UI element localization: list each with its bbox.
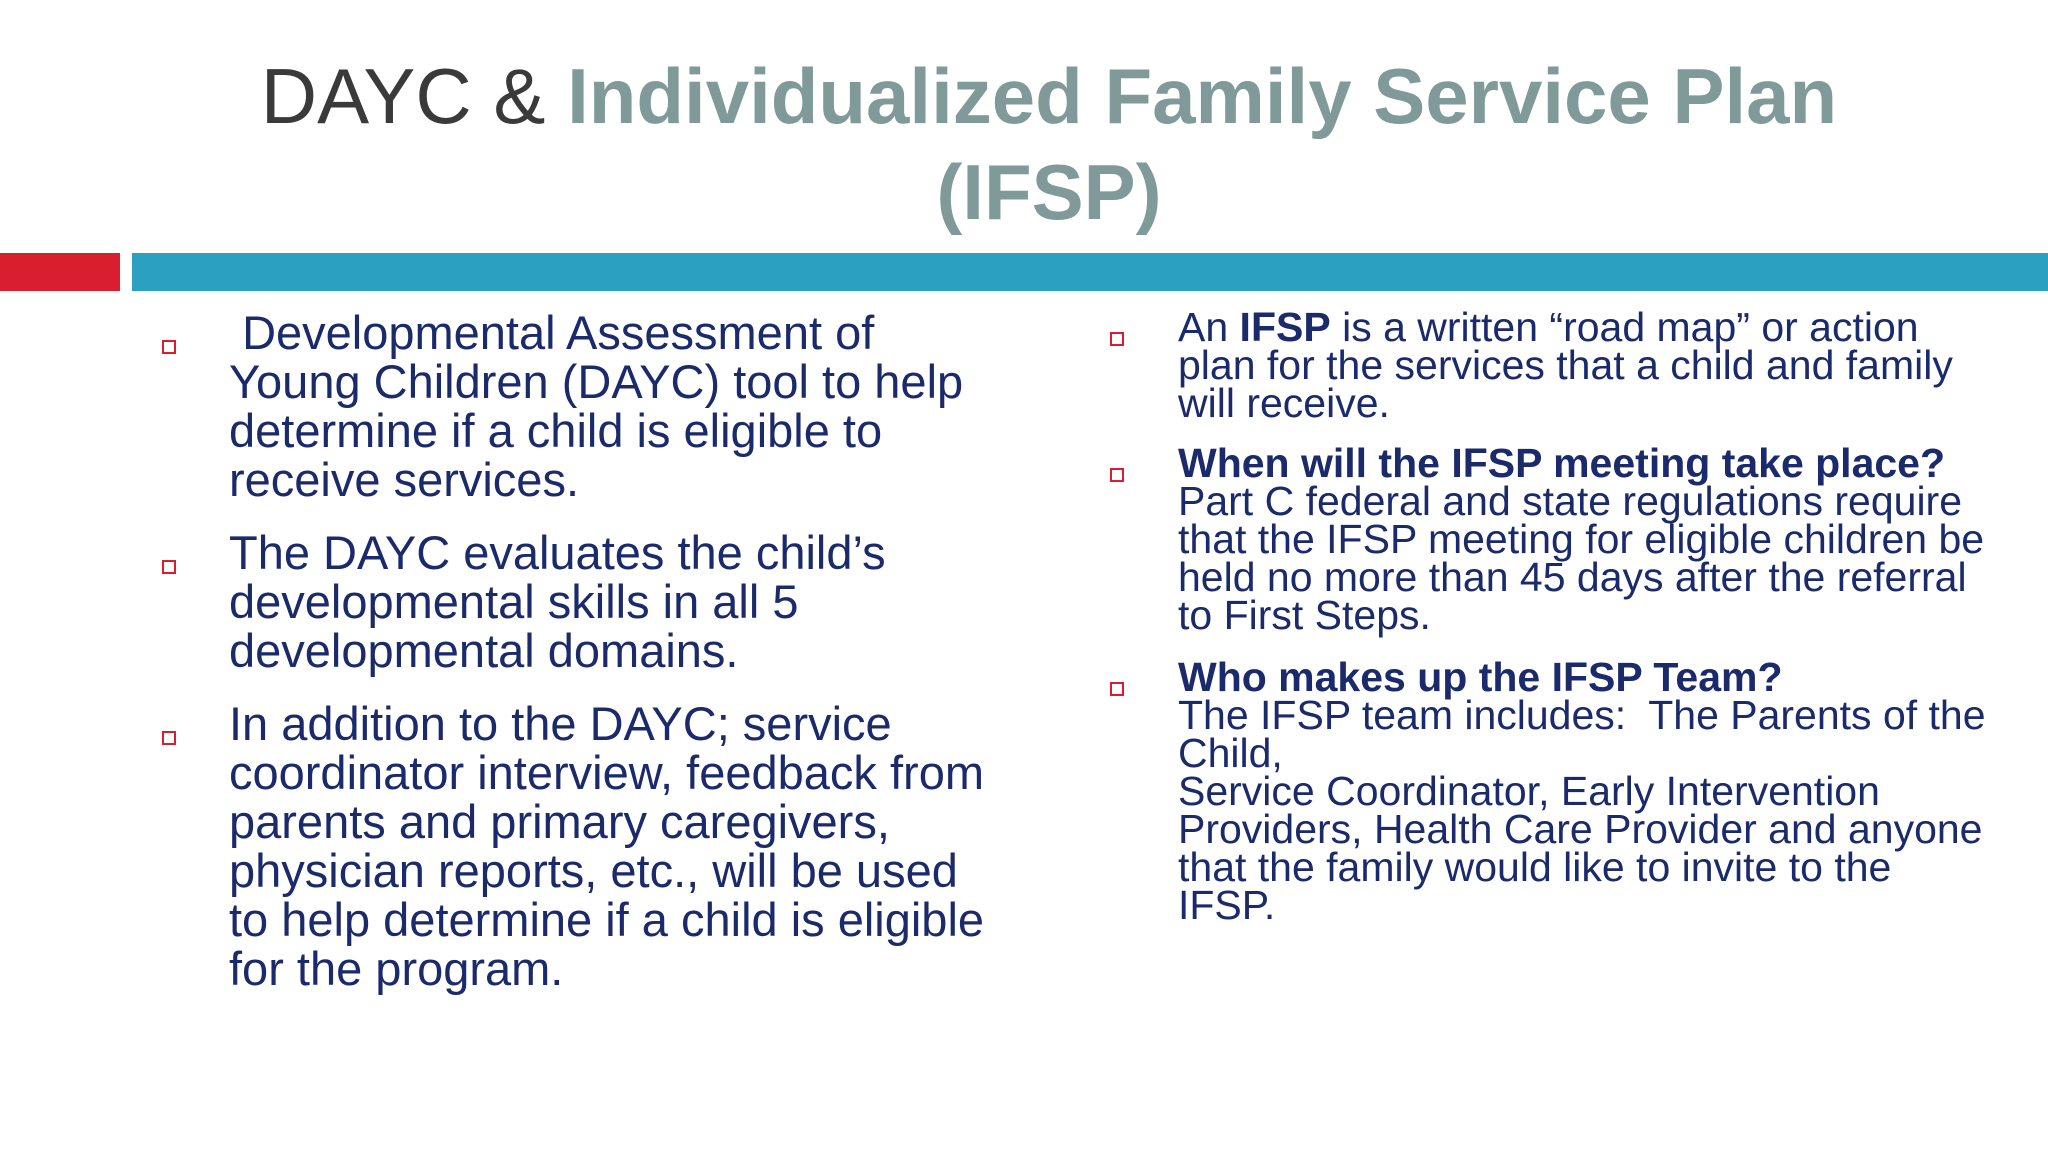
list-item [1106, 304, 1986, 426]
hollow-square-bullet-icon [1110, 468, 1124, 482]
list-item [158, 528, 988, 675]
hollow-square-bullet-icon [1110, 682, 1124, 696]
hollow-square-bullet-icon [162, 731, 176, 745]
accent-bar-blue [132, 253, 2048, 291]
hollow-square-bullet-icon [1110, 332, 1124, 346]
accent-bar-red [0, 253, 120, 291]
hollow-square-bullet-icon [162, 560, 176, 574]
list-item [158, 699, 988, 993]
hollow-square-bullet-icon [162, 340, 176, 354]
bullet-text: Developmental Assessment of Young Children (DAYC) tool to help determine if a child is eligible to receive services. [229, 306, 977, 506]
bullet-body-line1: The IFSP team includes: The Parents of the Child, [1178, 692, 1997, 776]
right-bullet-list [1106, 300, 1997, 946]
title-prefix: DAYC & [260, 52, 568, 140]
bullet-text-before: An [1178, 304, 1240, 350]
list-item [1106, 654, 1997, 928]
list-item [1106, 440, 1986, 638]
bullet-body: Part C federal and state regulations require that the IFSP meeting for eligible children be held no more than 45 days after the referral to First Steps. [1178, 478, 1985, 638]
bullet-text-bold: IFSP [1239, 304, 1331, 350]
title-highlight-line1: Individualized Family Service Plan [567, 52, 1838, 140]
bullet-text-after: is a written “road map” or action plan for the services that a child and family will receive. [1178, 304, 1953, 426]
bullet-text: The DAYC evaluates the child’s developmental skills in all 5 developmental domains. [229, 526, 886, 677]
left-bullet-list [158, 300, 988, 1017]
bullet-heading: When will the IFSP meeting take place? [1178, 440, 1946, 486]
list-item [158, 308, 988, 504]
slide-title [0, 48, 2048, 240]
bullet-text: In addition to the DAYC; service coordinator interview, feedback from parents and primary caregivers, physician reports, etc., will be used to help determine if a child is eligible for the program. [229, 697, 985, 995]
bullet-heading: Who makes up the IFSP Team? [1178, 654, 1783, 700]
title-highlight-line2: (IFSP) [936, 148, 1162, 236]
bullet-body-line2: Service Coordinator, Early Intervention Providers, Health Care Provider and anyone that the family would like to invite to the IFSP. [1178, 768, 1983, 928]
